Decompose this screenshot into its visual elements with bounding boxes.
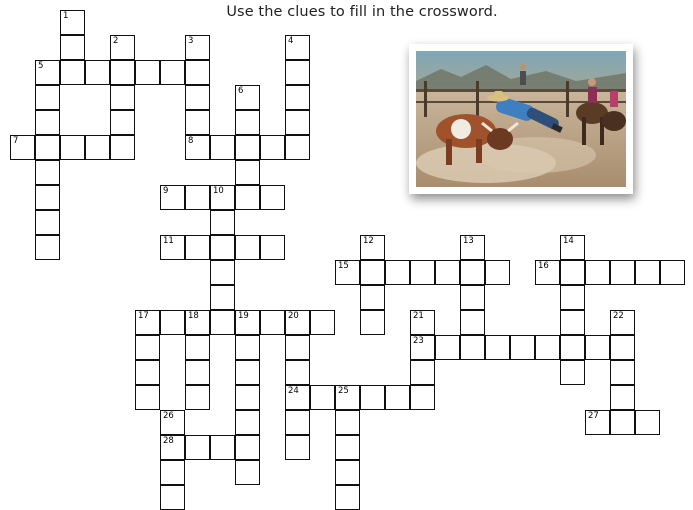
grid-cell[interactable] [185,360,210,385]
clue-cell-19[interactable] [235,310,260,335]
clue-cell-17[interactable] [135,310,160,335]
clue-cell-12[interactable] [360,235,385,260]
clue-cell-22[interactable] [610,310,635,335]
clue-cell-5[interactable] [35,60,60,85]
grid-cell[interactable] [410,360,435,385]
grid-cell[interactable] [135,360,160,385]
grid-cell[interactable] [385,385,410,410]
grid-cell[interactable] [235,235,260,260]
clue-cell-1[interactable] [60,10,85,35]
clue-number: 20 [288,311,299,321]
clue-cell-20[interactable] [285,310,310,335]
grid-cell[interactable] [285,360,310,385]
grid-cell[interactable] [610,360,635,385]
grid-cell[interactable] [560,260,585,285]
clue-number: 2 [113,36,119,46]
grid-cell[interactable] [210,435,235,460]
grid-cell[interactable] [285,60,310,85]
clue-number: 23 [413,336,424,346]
grid-cell[interactable] [185,335,210,360]
clue-cell-26[interactable] [160,410,185,435]
grid-cell[interactable] [260,310,285,335]
grid-cell[interactable] [410,260,435,285]
clue-cell-2[interactable] [110,35,135,60]
grid-cell[interactable] [485,335,510,360]
clue-cell-8[interactable] [185,135,210,160]
grid-cell[interactable] [310,310,335,335]
grid-cell[interactable] [110,85,135,110]
clue-number: 3 [188,36,194,46]
grid-cell[interactable] [60,135,85,160]
grid-cell[interactable] [35,210,60,235]
grid-cell[interactable] [85,135,110,160]
grid-cell[interactable] [35,160,60,185]
grid-cell[interactable] [460,335,485,360]
grid-cell[interactable] [285,85,310,110]
clue-number: 5 [38,61,44,71]
clue-cell-3[interactable] [185,35,210,60]
grid-cell[interactable] [235,335,260,360]
grid-cell[interactable] [160,310,185,335]
clue-cell-14[interactable] [560,235,585,260]
page-title: Use the clues to fill in the crossword. [226,4,498,20]
clue-number: 18 [188,311,199,321]
grid-cell[interactable] [360,285,385,310]
grid-cell[interactable] [235,460,260,485]
clue-number: 24 [288,386,299,396]
clue-cell-16[interactable] [535,260,560,285]
clue-cell-6[interactable] [235,85,260,110]
grid-cell[interactable] [60,35,85,60]
clue-number: 22 [613,311,624,321]
clue-number: 21 [413,311,424,321]
grid-cell[interactable] [385,260,410,285]
grid-cell[interactable] [435,260,460,285]
clue-number: 6 [238,86,244,96]
clue-number: 4 [288,36,294,46]
grid-cell[interactable] [535,335,560,360]
grid-cell[interactable] [335,435,360,460]
grid-cell[interactable] [235,385,260,410]
grid-cell[interactable] [210,210,235,235]
grid-cell[interactable] [635,410,660,435]
grid-cell[interactable] [585,260,610,285]
grid-cell[interactable] [185,435,210,460]
grid-cell[interactable] [210,310,235,335]
clue-cell-25[interactable] [335,385,360,410]
grid-cell[interactable] [235,435,260,460]
clue-number: 1 [63,11,69,21]
grid-cell[interactable] [185,85,210,110]
clue-number: 28 [163,436,174,446]
grid-cell[interactable] [285,410,310,435]
clue-number: 11 [163,236,174,246]
grid-cell[interactable] [610,410,635,435]
clue-number: 25 [338,386,349,396]
grid-cell[interactable] [235,410,260,435]
grid-cell[interactable] [410,385,435,410]
clue-number: 17 [138,311,149,321]
grid-cell[interactable] [435,335,460,360]
grid-cell[interactable] [610,385,635,410]
grid-cell[interactable] [110,60,135,85]
clue-number: 16 [538,261,549,271]
grid-cell[interactable] [360,385,385,410]
grid-cell[interactable] [185,385,210,410]
grid-cell[interactable] [210,135,235,160]
grid-cell[interactable] [460,310,485,335]
grid-cell[interactable] [260,235,285,260]
grid-cell[interactable] [285,135,310,160]
grid-cell[interactable] [460,260,485,285]
grid-cell[interactable] [35,110,60,135]
grid-cell[interactable] [485,260,510,285]
clue-number: 27 [588,411,599,421]
grid-cell[interactable] [360,260,385,285]
grid-cell[interactable] [35,135,60,160]
grid-cell[interactable] [135,335,160,360]
grid-cell[interactable] [310,385,335,410]
grid-cell[interactable] [660,260,685,285]
clue-cell-10[interactable] [210,185,235,210]
clue-number: 10 [213,186,224,196]
grid-cell[interactable] [335,460,360,485]
grid-cell[interactable] [160,485,185,510]
grid-cell[interactable] [560,310,585,335]
grid-cell[interactable] [235,360,260,385]
grid-cell[interactable] [210,235,235,260]
clue-number: 15 [338,261,349,271]
grid-cell[interactable] [185,110,210,135]
grid-cell[interactable] [160,460,185,485]
grid-cell[interactable] [160,60,185,85]
grid-cell[interactable] [285,110,310,135]
grid-cell[interactable] [110,135,135,160]
clue-number: 14 [563,236,574,246]
grid-cell[interactable] [35,185,60,210]
clue-number: 13 [463,236,474,246]
grid-cell[interactable] [285,435,310,460]
clue-cell-28[interactable] [160,435,185,460]
grid-cell[interactable] [560,360,585,385]
grid-cell[interactable] [85,60,110,85]
grid-cell[interactable] [560,285,585,310]
grid-cell[interactable] [35,235,60,260]
rodeo-photo [409,44,633,194]
clue-cell-18[interactable] [185,310,210,335]
steer-wrestling-image [416,51,626,187]
grid-cell[interactable] [60,60,85,85]
clue-number: 9 [163,186,169,196]
grid-cell[interactable] [360,310,385,335]
grid-cell[interactable] [210,285,235,310]
clue-number: 26 [163,411,174,421]
grid-cell[interactable] [335,410,360,435]
clue-cell-7[interactable] [10,135,35,160]
grid-cell[interactable] [185,185,210,210]
grid-cell[interactable] [135,385,160,410]
clue-cell-23[interactable] [410,335,435,360]
grid-cell[interactable] [235,160,260,185]
clue-cell-9[interactable] [160,185,185,210]
grid-cell[interactable] [610,335,635,360]
grid-cell[interactable] [235,135,260,160]
grid-cell[interactable] [135,60,160,85]
clue-cell-4[interactable] [285,35,310,60]
grid-cell[interactable] [460,285,485,310]
grid-cell[interactable] [335,485,360,510]
clue-number: 7 [13,136,19,146]
clue-cell-24[interactable] [285,385,310,410]
grid-cell[interactable] [510,335,535,360]
clue-cell-13[interactable] [460,235,485,260]
grid-cell[interactable] [260,135,285,160]
clue-number: 8 [188,136,194,146]
grid-cell[interactable] [235,185,260,210]
grid-cell[interactable] [185,60,210,85]
grid-cell[interactable] [35,85,60,110]
clue-cell-27[interactable] [585,410,610,435]
clue-cell-11[interactable] [160,235,185,260]
grid-cell[interactable] [560,335,585,360]
clue-number: 12 [363,236,374,246]
grid-cell[interactable] [210,260,235,285]
clue-cell-21[interactable] [410,310,435,335]
grid-cell[interactable] [260,185,285,210]
clue-cell-15[interactable] [335,260,360,285]
grid-cell[interactable] [110,110,135,135]
clue-number: 19 [238,311,249,321]
grid-cell[interactable] [285,335,310,360]
grid-cell[interactable] [585,335,610,360]
grid-cell[interactable] [635,260,660,285]
grid-cell[interactable] [235,110,260,135]
grid-cell[interactable] [610,260,635,285]
grid-cell[interactable] [185,235,210,260]
